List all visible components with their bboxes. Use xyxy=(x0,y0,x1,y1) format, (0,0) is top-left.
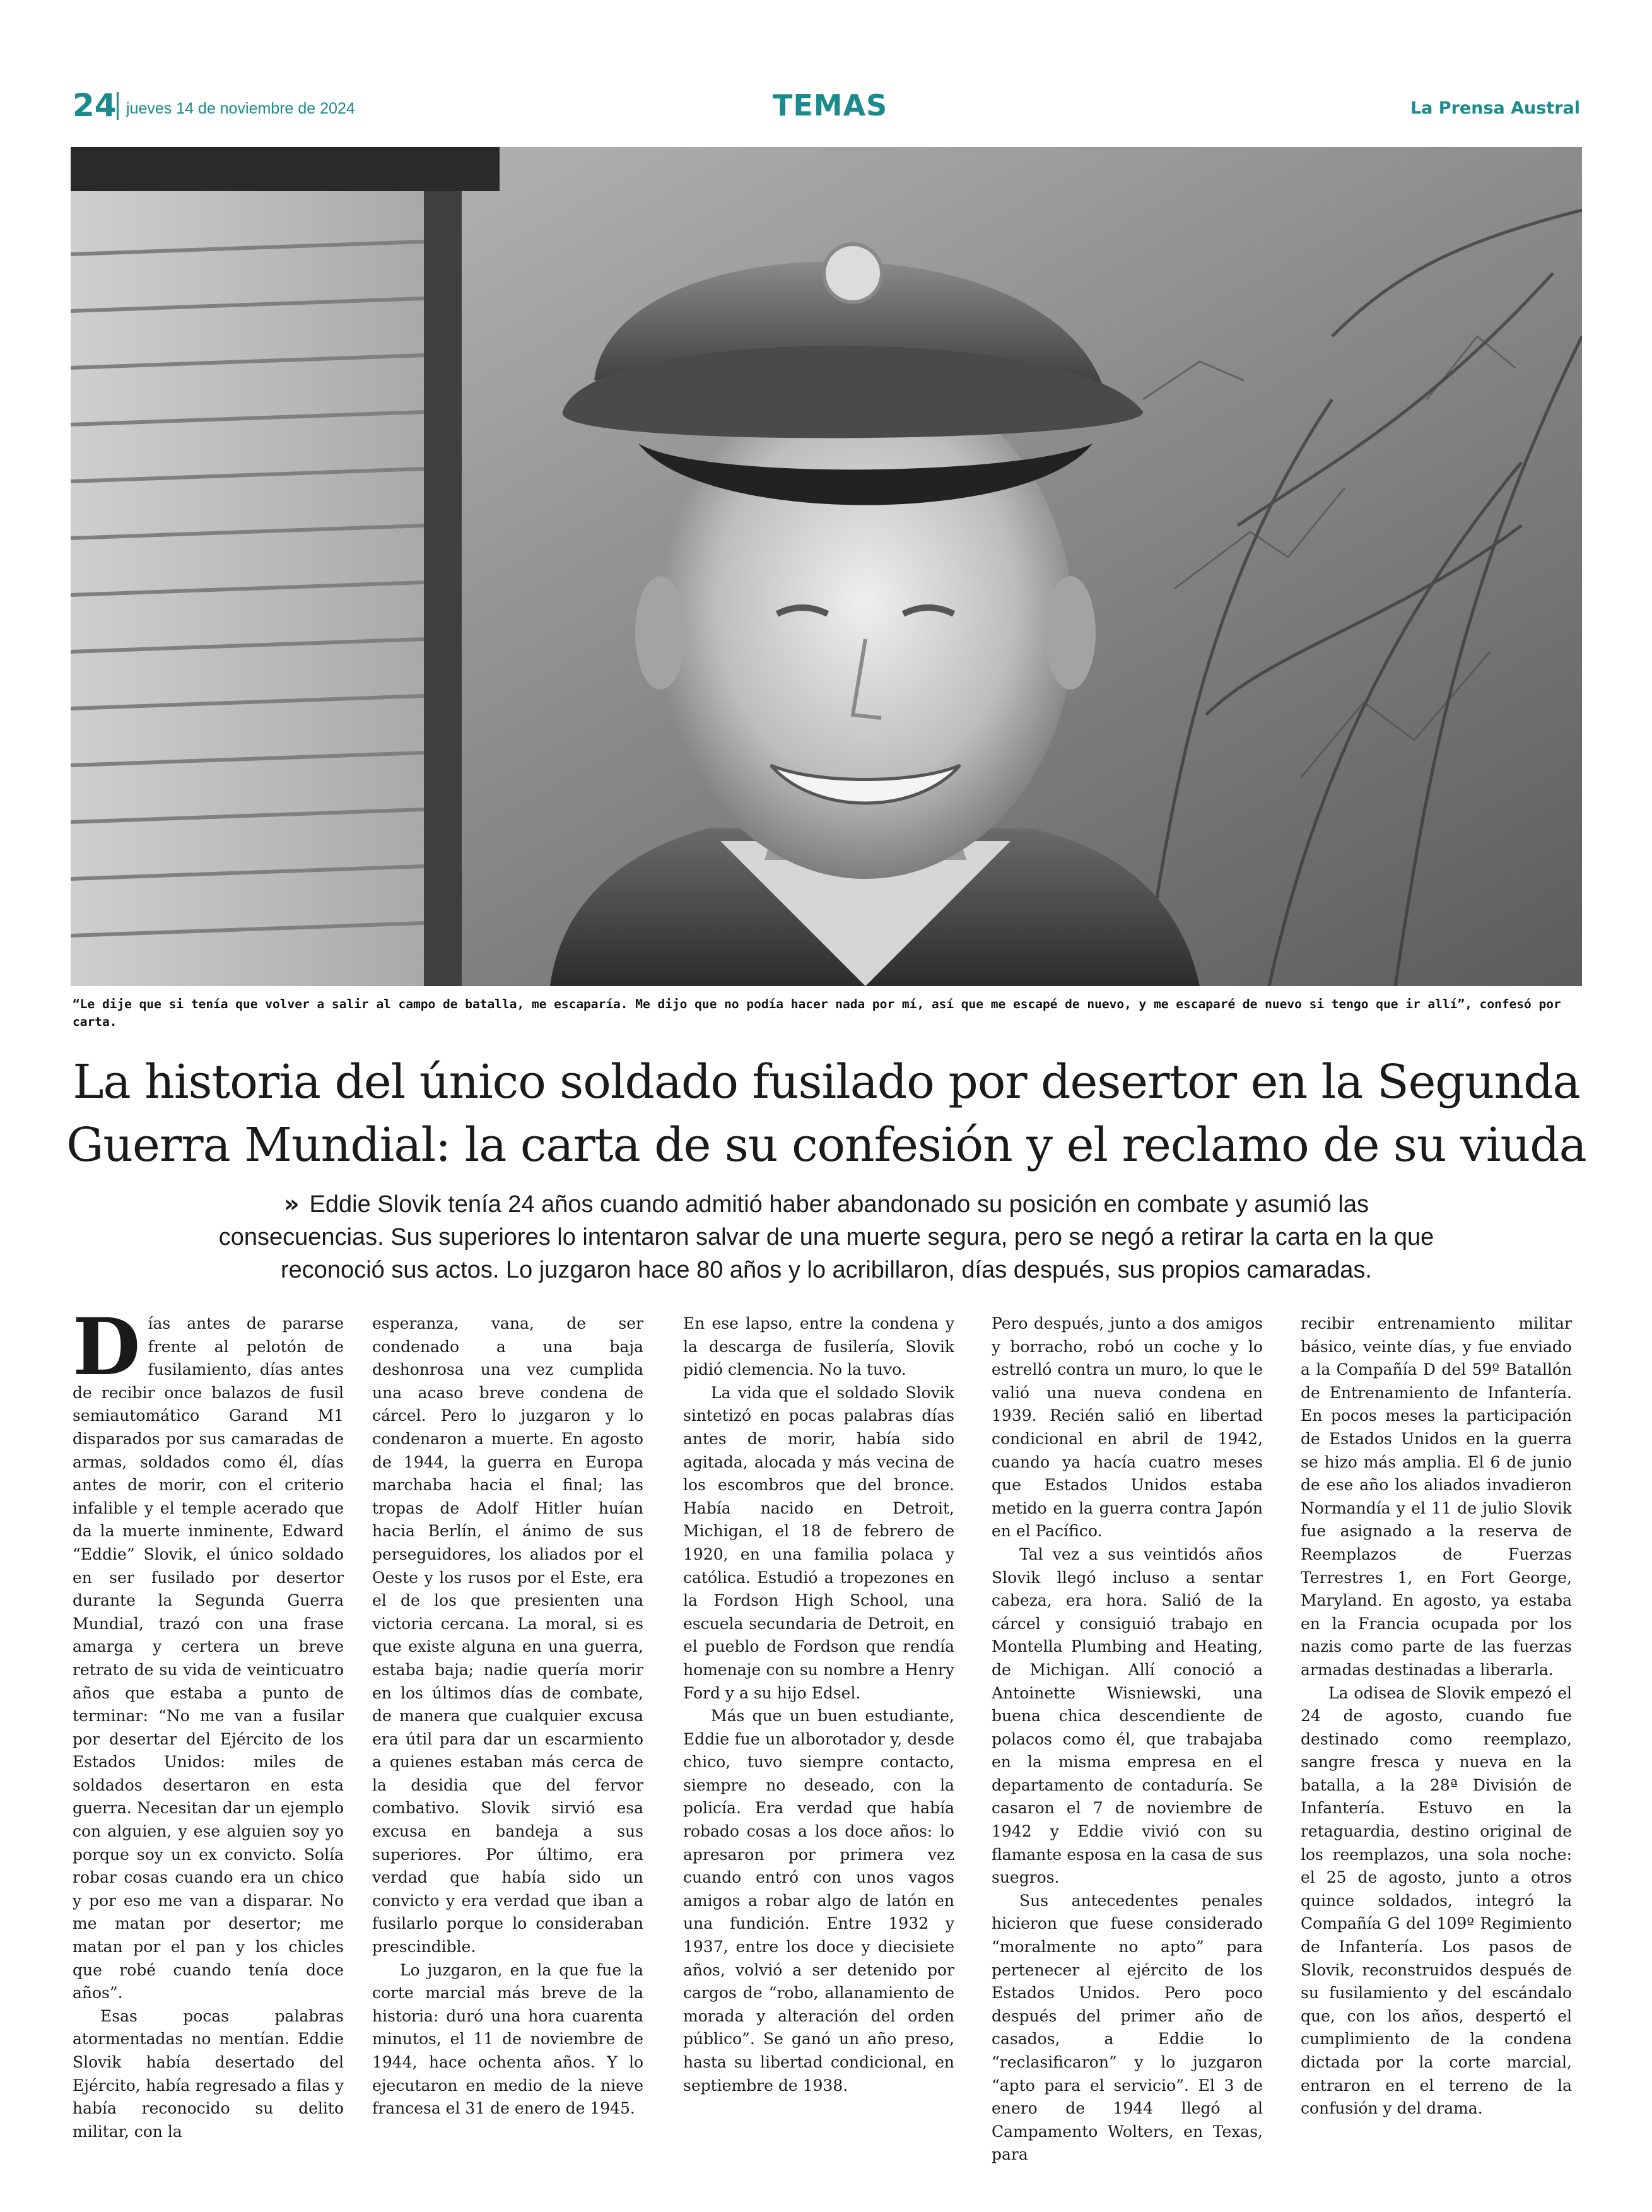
portrait-photo-icon xyxy=(71,147,1582,986)
chevron-right-icon: » xyxy=(283,1190,300,1218)
article-column-1 xyxy=(73,1312,344,2183)
newspaper-brand: La Prensa Austral xyxy=(1410,98,1580,118)
page-number: 24 xyxy=(73,87,117,124)
paragraph: La vida que el soldado Slovik sintetizó en pocas palabras días antes de morir, había sido agitada, alocada y más vecina de los escombros que del bronce. Había nacido en Detroit, Michigan, el 18 de febrero de 1920, en una familia polaca y católica. Estudió a tropezones en la Fordson High School, una escuela secundaria de Detroit, en el pueblo de Fordson que rendía homenaje con su nombre a Henry Ford y a su hijo Edsel. xyxy=(683,1383,954,1702)
paragraph: Más que un buen estudiante, Eddie fue un alborotador y, desde chico, tuvo siempre contacto, siempre no deseado, con la policía. Era verdad que había robado cosas a los doce años: lo apresaron por primera vez cuando entró con unos vagos amigos a robar algo de latón en una fundición. Entre 1932 y 1937, entre los doce y diecisiete años, volvió a ser detenido por cargos de “robo, allanamiento de morada y alteración del orden público”. Se ganó un año preso, hasta su libertad condicional, en septiembre de 1938. xyxy=(683,1707,954,2095)
headline-line-2: Guerra Mundial: la carta de su confesión y el reclamo de su viuda xyxy=(66,1118,1586,1172)
section-title: TEMAS xyxy=(773,88,888,122)
article-column-5 xyxy=(1301,1312,1572,2183)
article-column-2 xyxy=(372,1312,643,2183)
article-deck xyxy=(214,1187,1438,1286)
paragraph: Lo juzgaron, en la que fue la corte marcial más breve de la historia: duró una hora cuarenta minutos, el 11 de noviembre de 1944, hace ochenta años. Y lo ejecutaron en medio de la nieve francesa el 31 de enero de 1945. xyxy=(372,1960,643,2118)
paragraph: Pero después, junto a dos amigos y borracho, robó un coche y lo estrelló contra un muro, lo que le valió una nueva condena en 1939. Recién salió en libertad condicional en abril de 1942, cuando ya hacía cuatro meses que Estados Unidos estaba metido en la guerra contra Japón en el Pacífico. xyxy=(992,1314,1263,1541)
paragraph: esperanza, vana, de ser condenado a una baja deshonrosa una vez cumplida una acaso breve condena de cárcel. Pero lo juzgaron y lo condenaron a muerte. En agosto de 1944, la guerra en Europa marchaba hacia el final; las tropas de Adolf Hitler huían hacia Berlín, el ánimo de sus perseguidores, los aliados por el Oeste y los rusos por el Este, era el de los que presienten una victoria cercana. La moral, si es que existe alguna en una guerra, estaba baja; nadie quería morir en los últimos días de combate, de manera que cualquier excusa era útil para dar un escarmiento a quienes estaban más cerca de la desidia que del fervor combativo. Slovik sirvió esa excusa en bandeja a sus superiores. Por último, era verdad que había sido un convicto y era verdad que iban a fusilarlo porque lo consideraban prescindible. xyxy=(372,1314,643,1956)
paragraph: recibir entrenamiento militar básico, veinte días, y fue enviado a la Compañía D del 59º Batallón de Entrenamiento de Infantería. En pocos meses la participación de Estados Unidos en la guerra se hizo más amplia. El 6 de junio de ese año los aliados invadieron Normandía y el 11 de julio Slovik fue asignado a la reserva de Reemplazos de Fuerzas Terrestres 1, en Fort George, Maryland. En agosto, ya estaba en la Francia ocupada por los nazis como parte de las fuerzas armadas destinadas a liberarla. xyxy=(1301,1314,1572,1679)
paragraph: Esas pocas palabras atormentadas no mentían. Eddie Slovik había desertado del Ejército, había regresado a filas y había reconocido su delito militar, con la xyxy=(73,2006,344,2141)
headline-line-1: La historia del único soldado fusilado por desertor en la Segunda xyxy=(73,1055,1580,1109)
paragraph: Días antes de pararse frente al pelotón de fusilamiento, días antes de recibir once balazos de fusil semiautomático Garand M1 disparados por sus camaradas de armas, soldados como él, días antes de morir, con el criterio infalible y el temple acerado que da la muerte inminente, Edward “Eddie” Slovik, el único soldado en ser fusilado por desertor durante la Segunda Guerra Mundial, trazó con una frase amarga y certera un breve retrato de su vida de veinticuatro años que estaba a punto de terminar: “No me van a fusilar por desertar del Ejército de los Estados Unidos: miles de soldados desertaron en esta guerra. Necesitan dar un ejemplo con alguien, y ese alguien soy yo porque soy un ex convicto. Solía robar cosas cuando era un chico y por eso me van a disparar. No me matan por desertor; me matan por el pan y los chicles que robé cuando tenía doce años”. xyxy=(73,1312,344,2003)
paragraph: Tal vez a sus veintidós años Slovik llegó incluso a sentar cabeza, era hora. Salió de la cárcel y consiguió trabajo en Montella Plumbing and Heating, de Michigan. Allí conoció a Antoinette Wisniewski, una buena chica descendiente de polacos como él, que trabajaba en la misma empresa en el departamento de contaduría. Se casaron el 7 de noviembre de 1942 y Eddie vivió con su flamante esposa en la casa de sus suegros. xyxy=(992,1544,1263,1887)
drop-cap: D xyxy=(73,1312,141,1393)
paragraph: La odisea de Slovik empezó el 24 de agosto, cuando fue destinado como reemplazo, sangre fresca y nueva en la batalla, a la 28ª División de Infantería. Estuvo en la retaguardia, destino original de los reemplazos, una sola noche: el 25 de agosto, junto a otros quince soldados, integró la Compañía G del 109º Regimiento de Infantería. Los pasos de Slovik, reconstruidos después de su fusilamiento y del escándalo que, con los años, despertó el cumplimiento de la condena dictada por la corte marcial, entraron en el terreno de la confusión y del drama. xyxy=(1301,1683,1572,2118)
soldier-portrait-photo xyxy=(71,147,1582,986)
issue-date: jueves 14 de noviembre de 2024 xyxy=(126,100,355,117)
photo-caption: “Le dije que si tenía que volver a salir al campo de batalla, me escaparía. Me dijo que no podía hacer nada por mí, así que me escapé de nuevo, y me escaparé de nuevo si tengo que ir allí”, confesó por carta. xyxy=(73,997,1561,1029)
paragraph: En ese lapso, entre la condena y la descarga de fusilería, Slovik pidió clemencia. No la tuvo. xyxy=(683,1314,954,1379)
article-headline xyxy=(63,1050,1590,1177)
article-column-4 xyxy=(992,1312,1263,2183)
deck-text: Eddie Slovik tenía 24 años cuando admitió haber abandonado su posición en combate y asumió las consecuencias. Sus superiores lo intentaron salvar de una muerte segura, pero se negó a retirar la carta en la que reconoció sus actos. Lo juzgaron hace 80 años y lo acribillaron, días después, sus propios camaradas. xyxy=(218,1191,1434,1283)
paragraph: Sus antecedentes penales hicieron que fuese considerado “moralmente no apto” para pertenecer al ejército de los Estados Unidos. Pero poco después del primer año de casados, a Eddie lo “reclasificaron” y lo juzgaron “apto para el servicio”. El 3 de enero de 1944 llegó al Campamento Wolters, en Texas, para xyxy=(992,1891,1263,2164)
header-divider xyxy=(117,92,119,120)
article-column-3 xyxy=(683,1312,954,2183)
page-header xyxy=(73,87,1580,125)
